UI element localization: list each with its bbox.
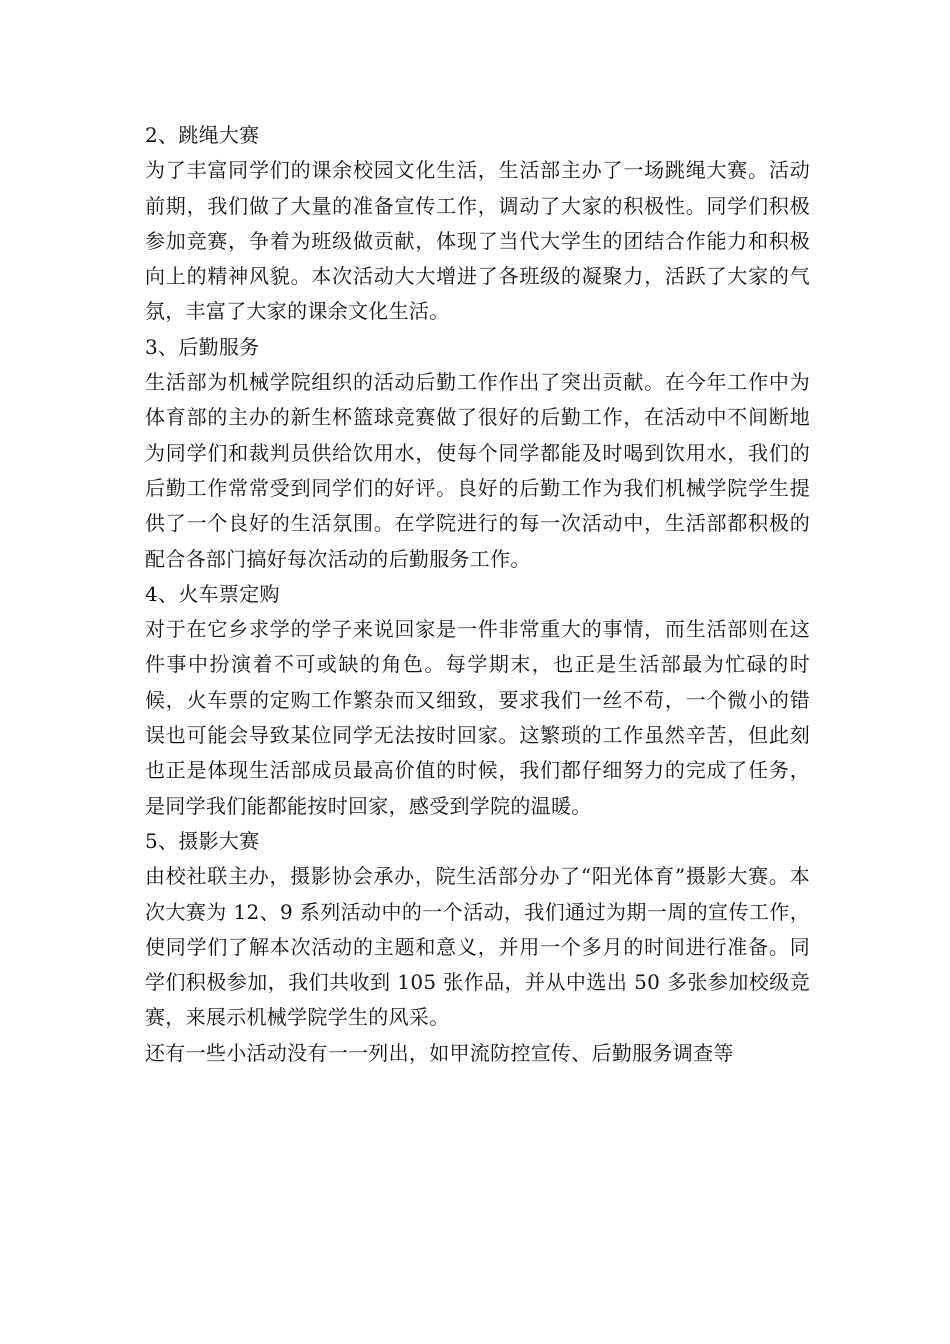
section-paragraph-jump-rope: 为了丰富同学们的课余校园文化生活，生活部主办了一场跳绳大赛。活动前期，我们做了大量的准备宣传工作，调动了大家的积极性。同学们积极参加竞赛，争着为班级做贡献，体现了当代大学生的团结合作能力和积极向上的精神风貌。本次活动大大增进了各班级的凝聚力，活跃了大家的气氛，丰富了大家的课余文化生活。 bbox=[145, 158, 810, 324]
section-paragraph-train-tickets: 对于在它乡求学的学子来说回家是一件非常重大的事情，而生活部则在这件事中扮演着不可或缺的角色。每学期末，也正是生活部最为忙碌的时候，火车票的定购工作繁杂而又细致，要求我们一丝不苟，一个微小的错误也可能会导致某位同学无法按时回家。这繁琐的工作虽然辛苦，但此刻也正是体现生活部成员最高价值的时候，我们都仔细努力的完成了任务，是同学我们能都能按时回家，感受到学院的温暖。 bbox=[145, 617, 810, 818]
section-heading-logistics: 3、后勤服务 bbox=[145, 334, 260, 359]
section-heading-jump-rope: 2、跳绳大赛 bbox=[145, 123, 260, 147]
section-paragraph-photography: 由校社联主办，摄影协会承办，院生活部分办了“阳光体育”摄影大赛。本次大赛为 12、9 系列活动中的一个活动，我们通过为期一周的宣传工作，使同学们了解本次活动的主题和意义，并用一个多月的时间进行准备。同学们积极参加，我们共收到 105 张作品，并从中选出 50 多张参加校级竞赛，来展示机械学院学生的风采。 bbox=[145, 864, 810, 1030]
section-heading-train-tickets: 4、火车票定购 bbox=[145, 581, 280, 606]
section-paragraph-logistics: 生活部为机械学院组织的活动后勤工作作出了突出贡献。在今年工作中为体育部的主办的新生杯篮球竞赛做了很好的后勤工作，在活动中不间断地为同学们和裁判员供给饮用水，使每个同学都能及时喝到饮用水，我们的后勤工作常常受到同学们的好评。良好的后勤工作为我们机械学院学生提供了一个良好的生活氛围。在学院进行的每一次活动中，生活部都积极的配合各部门搞好每次活动的后勤服务工作。 bbox=[145, 370, 810, 571]
section-paragraph-other-activities: 还有一些小活动没有一一列出，如甲流防控宣传、后勤服务调查等 bbox=[145, 1040, 734, 1065]
section-heading-photography: 5、摄影大赛 bbox=[145, 828, 260, 853]
document-body bbox=[145, 118, 810, 1071]
